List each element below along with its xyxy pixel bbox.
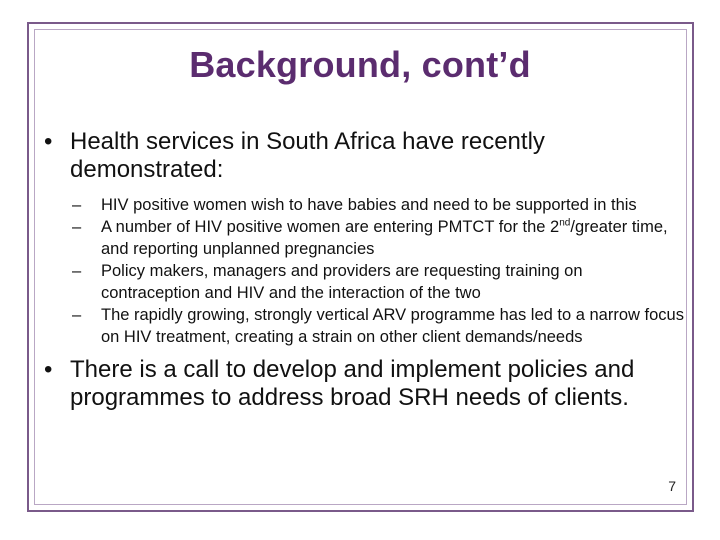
sub-bullet-item — [72, 304, 684, 348]
sub-bullet-text: HIV positive women wish to have babies and need to be supported in this — [101, 196, 637, 214]
bullet-item — [44, 128, 684, 184]
bullet-text: There is a call to develop and implement policies and programmes to address broad SRH needs of clients. — [70, 356, 635, 411]
sub-bullet-text: Policy makers, managers and providers are requesting training on contraception and HIV and the interaction of the two — [101, 262, 583, 302]
dash-marker: – — [72, 218, 82, 236]
bullet-text: Health services in South Africa have recently demonstrated: — [70, 128, 545, 183]
page-number: 7 — [668, 478, 676, 494]
bullet-marker: • — [44, 356, 53, 383]
dash-marker: – — [72, 262, 82, 280]
sub-bullet-list — [72, 194, 684, 348]
sub-bullet-item — [72, 260, 684, 304]
sub-bullet-item — [72, 194, 684, 216]
dash-marker: – — [72, 196, 82, 214]
bullet-marker: • — [44, 128, 53, 155]
ordinal-superscript: nd — [559, 217, 571, 229]
slide-body — [44, 128, 684, 412]
bullet-item — [44, 356, 684, 412]
sub-bullet-text-part1: A number of HIV positive women are entering PMTCT for the 2 — [101, 218, 560, 236]
slide-title: Background, cont’d — [189, 44, 531, 85]
sub-bullet-text: The rapidly growing, strongly vertical ARV programme has led to a narrow focus on HIV treatment, creating a strain on other client demands/needs — [101, 306, 684, 346]
dash-marker: – — [72, 306, 82, 324]
sub-bullet-text-part2: /greater time, and reporting unplanned pregnancies — [101, 218, 668, 258]
sub-bullet-item — [72, 216, 684, 260]
